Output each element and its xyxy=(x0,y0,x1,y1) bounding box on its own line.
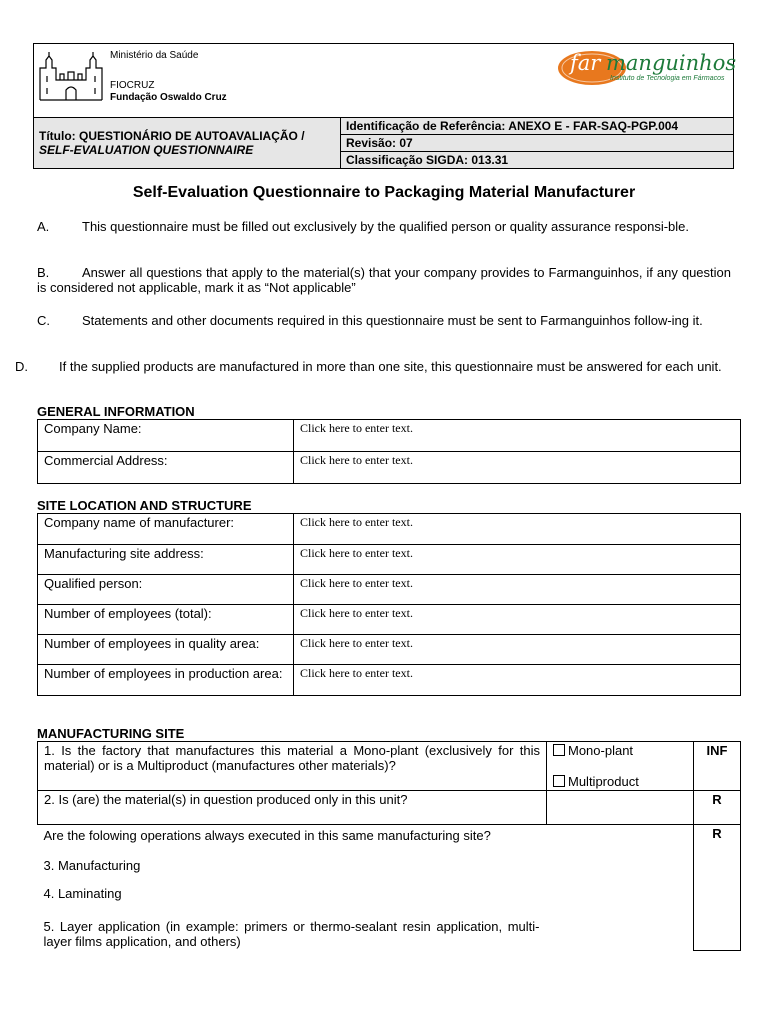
instruction-letter: D. xyxy=(15,359,28,374)
instruction-letter: C. xyxy=(37,313,50,328)
employees-total-label: Number of employees (total): xyxy=(38,605,294,635)
site-location-heading: SITE LOCATION AND STRUCTURE xyxy=(37,498,252,513)
employees-quality-label: Number of employees in quality area: xyxy=(38,635,294,665)
question-2: 2. Is (are) the material(s) in question produced only in this unit? xyxy=(38,791,547,825)
question-1: 1. Is the factory that manufactures this material a Mono-plant (exclusively for this material) or is a Multiproduct (manufactures other materials)? xyxy=(38,742,547,791)
question-3: 3. Manufacturing xyxy=(43,858,141,873)
site-location-table xyxy=(37,513,741,696)
commercial-address-field[interactable]: Click here to enter text. xyxy=(294,452,741,484)
org-full-text: Fundação Oswaldo Cruz xyxy=(110,92,227,103)
title-pt: Título: QUESTIONÁRIO DE AUTOAVALIAÇÃO / xyxy=(39,129,305,143)
multiproduct-label: Multiproduct xyxy=(568,774,639,789)
instruction-text: Statements and other documents required in this questionnaire must be sent to Farmanguinhos follow-ing it. xyxy=(82,313,703,328)
commercial-address-label: Commercial Address: xyxy=(38,452,294,484)
title-table xyxy=(33,117,734,169)
classification-cell: Classificação SIGDA: 013.31 xyxy=(341,152,734,169)
revision-cell: Revisão: 07 xyxy=(341,135,734,152)
operations-block xyxy=(38,825,694,951)
mono-plant-checkbox[interactable] xyxy=(553,744,565,756)
employees-production-field[interactable]: Click here to enter text. xyxy=(294,665,741,696)
manufacturing-site-table xyxy=(37,741,741,951)
title-en: SELF-EVALUATION QUESTIONNAIRE xyxy=(39,143,254,157)
instruction-d xyxy=(15,359,731,374)
document-header xyxy=(33,43,737,118)
employees-total-field[interactable]: Click here to enter text. xyxy=(294,605,741,635)
general-info-heading: GENERAL INFORMATION xyxy=(37,404,195,419)
question-1-code: INF xyxy=(694,742,741,791)
instruction-c xyxy=(37,313,731,328)
ministry-text: Ministério da Saúde xyxy=(110,50,199,61)
multiproduct-option[interactable] xyxy=(553,774,687,789)
instruction-letter: B. xyxy=(37,265,50,280)
org-text: FIOCRUZ xyxy=(110,80,155,91)
question-3-code: R xyxy=(694,825,741,951)
instruction-text: Answer all questions that apply to the material(s) that your company provides to Farmanguinhos, if any question is considered not applicable, mark it as “Not applicable” xyxy=(37,265,731,295)
manufacturing-site-heading: MANUFACTURING SITE xyxy=(37,726,185,741)
qualified-person-field[interactable]: Click here to enter text. xyxy=(294,575,741,605)
title-cell xyxy=(34,118,341,169)
site-address-field[interactable]: Click here to enter text. xyxy=(294,545,741,575)
company-name-label: Company Name: xyxy=(38,420,294,452)
instruction-text: This questionnaire must be filled out exclusively by the qualified person or quality assurance responsi-ble. xyxy=(82,219,689,234)
question-4: 4. Laminating xyxy=(43,886,122,901)
manufacturer-name-label: Company name of manufacturer: xyxy=(38,514,294,545)
logo-tagline: Instituto de Tecnologia em Fármacos xyxy=(610,75,725,82)
question-2-code: R xyxy=(694,791,741,825)
logo-manguinhos-text: manguinhos xyxy=(606,51,737,75)
instruction-text: If the supplied products are manufactured in more than one site, this questionnaire must be answered for each unit. xyxy=(59,359,722,374)
operations-intro: Are the folowing operations always executed in this same manufacturing site? xyxy=(43,828,491,843)
manufacturer-name-field[interactable]: Click here to enter text. xyxy=(294,514,741,545)
instruction-b xyxy=(37,265,731,295)
instruction-a xyxy=(37,219,731,234)
mono-plant-option[interactable] xyxy=(553,743,687,758)
question-1-options xyxy=(547,742,694,791)
document-title: Self-Evaluation Questionnaire to Packaging Material Manufacturer xyxy=(132,184,636,201)
question-5: 5. Layer application (in example: primers or thermo-sealant resin application, multi-layer films application, and others) xyxy=(43,919,540,949)
company-name-field[interactable]: Click here to enter text. xyxy=(294,420,741,452)
employees-quality-field[interactable]: Click here to enter text. xyxy=(294,635,741,665)
reference-cell: Identificação de Referência: ANEXO E - FAR-SAQ-PGP.004 xyxy=(341,118,734,135)
logo-far-text: far xyxy=(570,51,601,75)
multiproduct-checkbox[interactable] xyxy=(553,775,565,787)
farmanguinhos-logo xyxy=(556,48,737,93)
site-address-label: Manufacturing site address: xyxy=(38,545,294,575)
fiocruz-castle-logo xyxy=(38,50,104,104)
general-info-table xyxy=(37,419,741,484)
qualified-person-label: Qualified person: xyxy=(38,575,294,605)
instruction-letter: A. xyxy=(37,219,50,234)
mono-plant-label: Mono-plant xyxy=(568,743,634,758)
employees-production-label: Number of employees in production area: xyxy=(38,665,294,696)
question-2-answer[interactable] xyxy=(547,791,694,825)
